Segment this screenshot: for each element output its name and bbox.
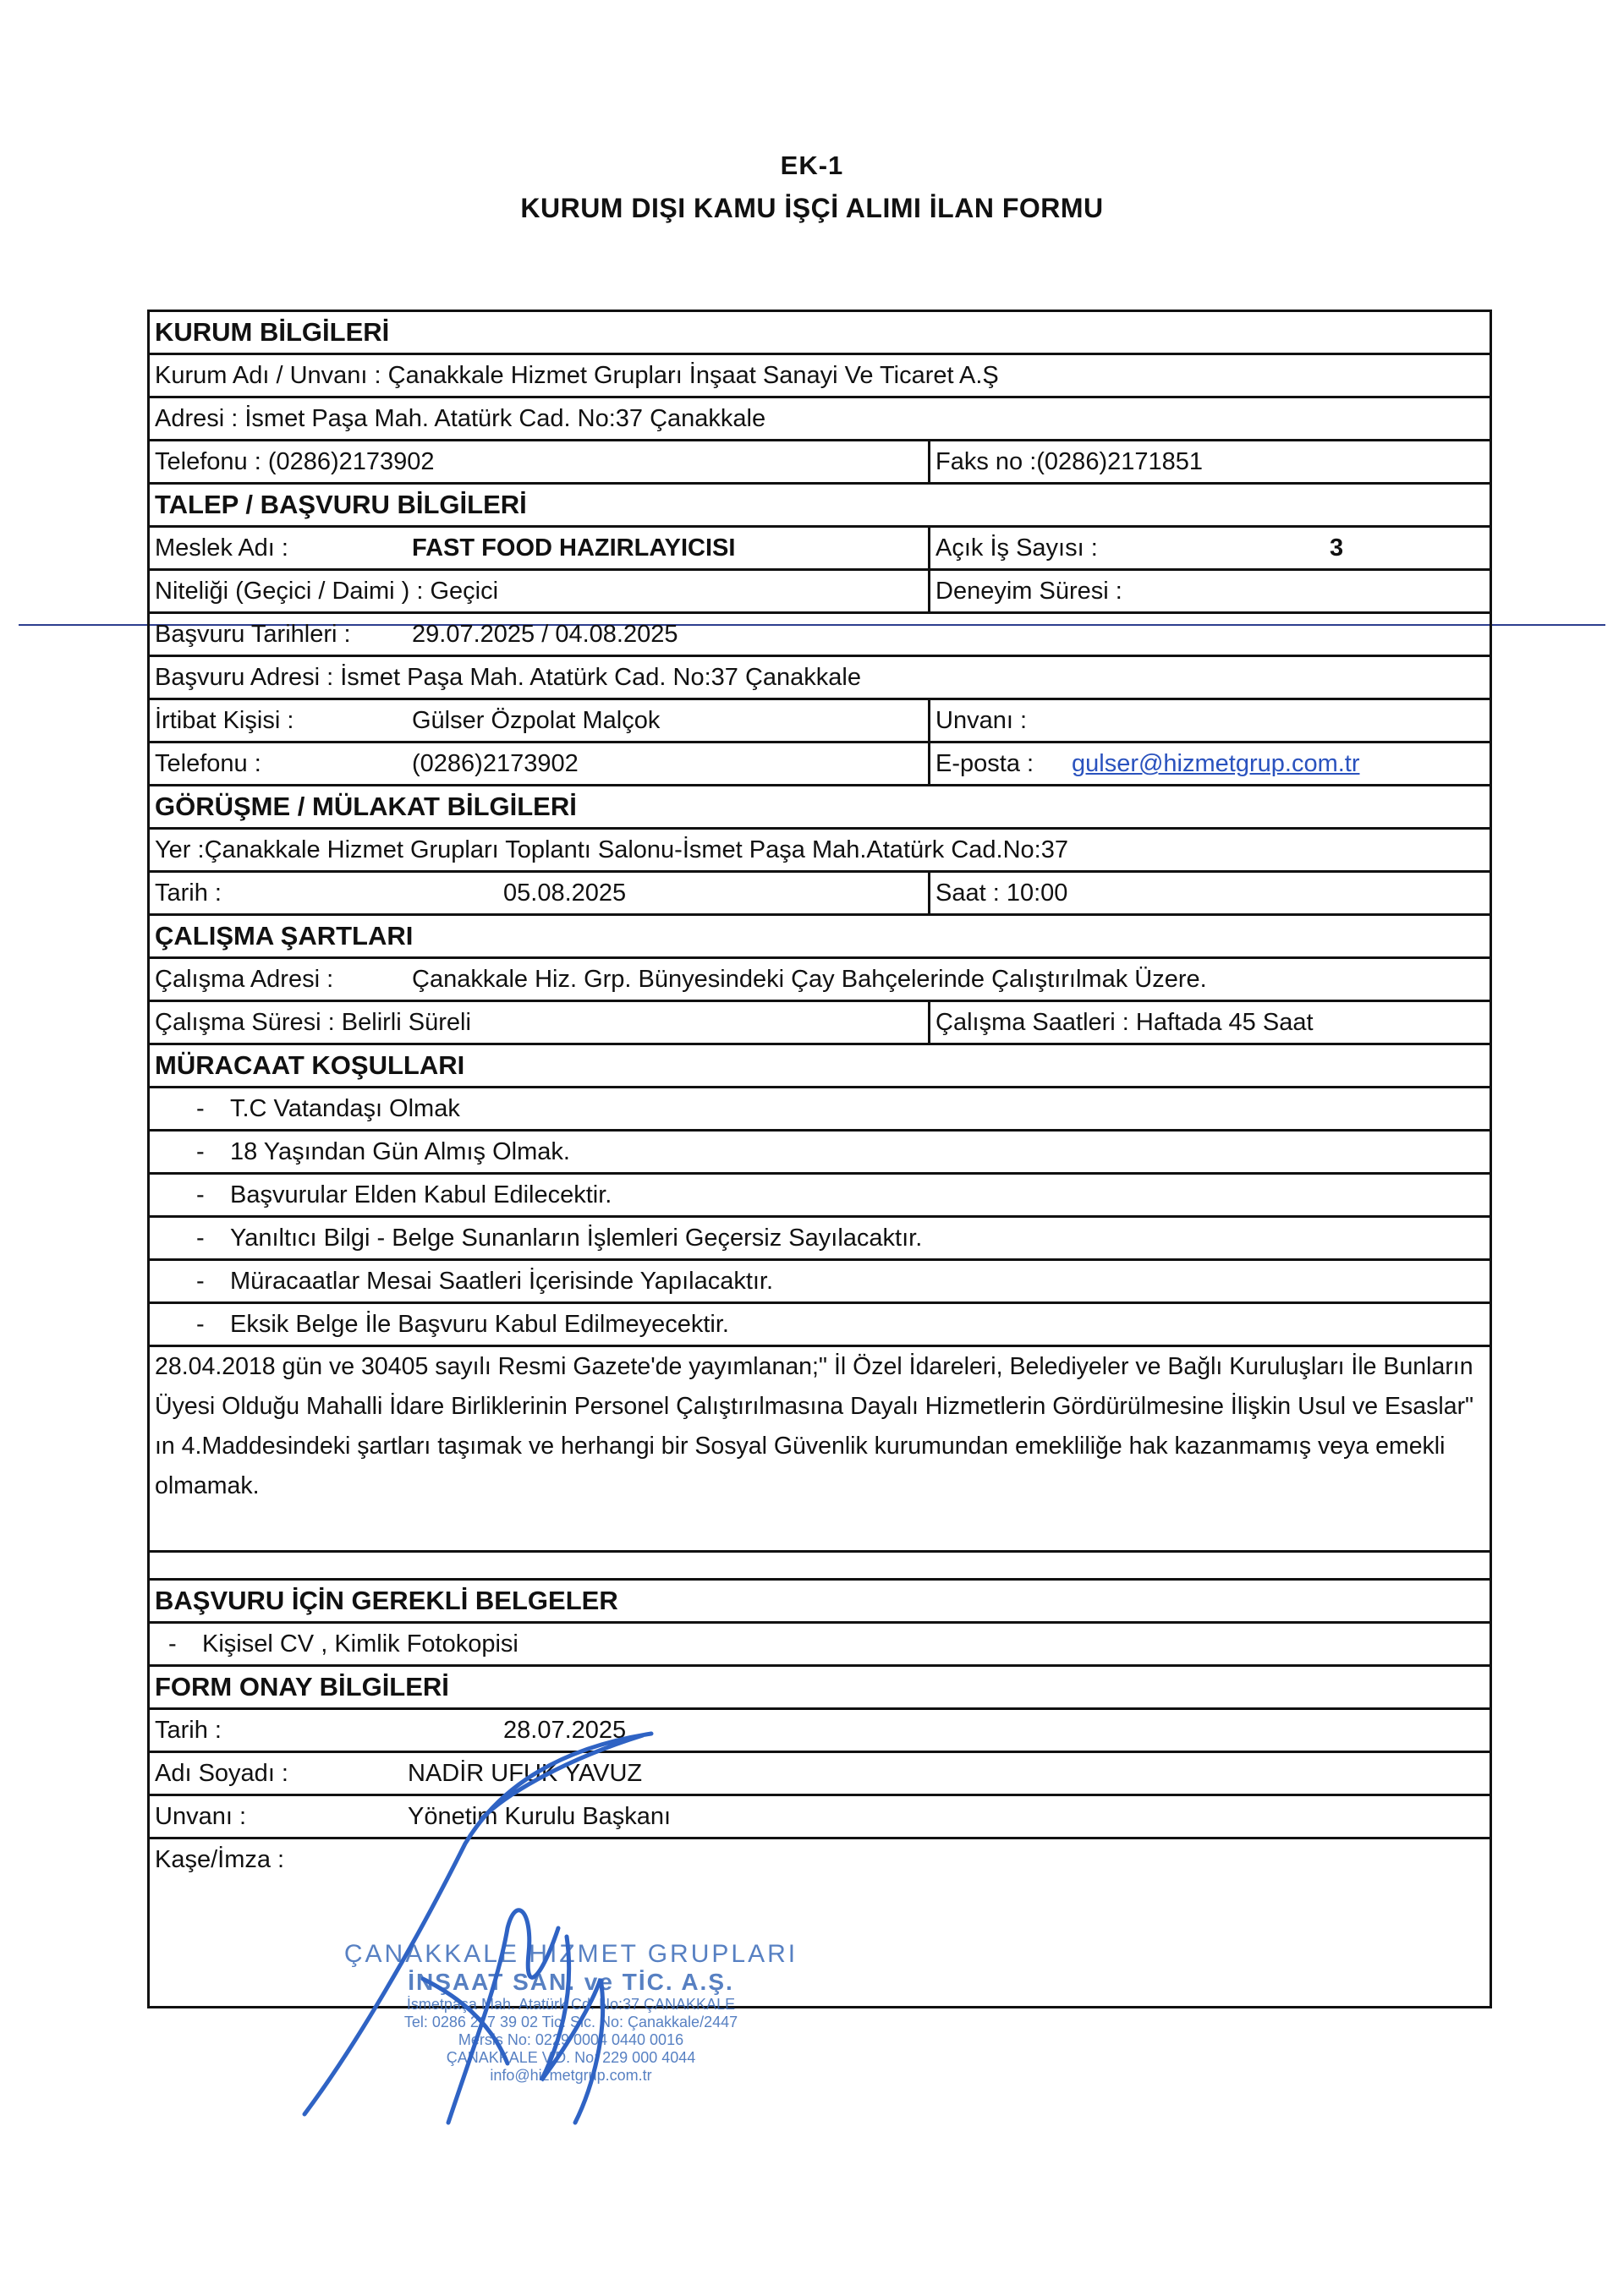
- email-link[interactable]: gulser@hizmetgrup.com.tr: [1072, 750, 1360, 777]
- deneyim-suresi: Deneyim Süresi :: [928, 571, 1122, 611]
- acik-is-value: 3: [1330, 534, 1344, 562]
- calisma-sure-row: Çalışma Süresi : Belirli Süreli Çalışma Saatleri : Haftada 45 Saat: [150, 1002, 1490, 1045]
- section-talep-header: TALEP / BAŞVURU BİLGİLERİ: [150, 485, 1490, 528]
- form-title: KURUM DIŞI KAMU İŞÇİ ALIMI İLAN FORMU: [520, 193, 1104, 223]
- belge-item: - Kişisel CV , Kimlik Fotokopisi: [150, 1624, 1490, 1667]
- gorusme-saat: Saat : 10:00: [928, 873, 1067, 913]
- kurum-address-row: Adresi : İsmet Paşa Mah. Atatürk Cad. No:37 Çanakkale: [150, 398, 1490, 441]
- muracaat-item: - Yanıltıcı Bilgi - Belge Sunanların İşlemleri Geçersiz Sayılacaktır.: [150, 1218, 1490, 1261]
- irtibat-unvan: Unvanı :: [928, 700, 1027, 741]
- blank-spacer-row: [150, 1553, 1490, 1581]
- calisma-adres-value: Çanakkale Hiz. Grp. Bünyesindeki Çay Bahçelerinde Çalıştırılmak Üzere.: [412, 966, 1207, 993]
- muracaat-item: - 18 Yaşından Gün Almış Olmak.: [150, 1132, 1490, 1175]
- muracaat-item: - Müracaatlar Mesai Saatleri İçerisinde Yapılacaktır.: [150, 1261, 1490, 1304]
- calisma-saatleri: Çalışma Saatleri : Haftada 45 Saat: [928, 1002, 1314, 1043]
- talep-tel-row: Telefonu : (0286)2173902 E-posta : gulser@hizmetgrup.com.tr: [150, 743, 1490, 786]
- gorusme-yer-row: Yer :Çanakkale Hizmet Grupları Toplantı Salonu-İsmet Paşa Mah.Atatürk Cad.No:37: [150, 830, 1490, 873]
- meslek-row: Meslek Adı : FAST FOOD HAZIRLAYICISI Açık İş Sayısı : 3: [150, 528, 1490, 571]
- meslek-value: FAST FOOD HAZIRLAYICISI: [412, 534, 736, 562]
- muracaat-legal-paragraph: 28.04.2018 gün ve 30405 sayılı Resmi Gazete'de yayımlanan;" İl Özel İdareleri, Belediyeler ve Bağlı Kuruluşları İle Bunların Üyesi Olduğu Mahalli İdare Birliklerinin Personel Çalıştırılmasına Dayalı Hizmetlerin Gördürülmesine İlişkin Usul ve Esaslar" ın 4.Maddesindeki şartları taşımak ve herhangi bir Sosyal Güvenlik kurumundan emekliliğe hak kazanmamış veya emekli olmamak.: [150, 1347, 1490, 1553]
- kurum-phone: Telefonu : (0286)2173902: [155, 448, 435, 475]
- muracaat-item: - Başvurular Elden Kabul Edilecektir.: [150, 1175, 1490, 1218]
- calisma-adres-row: Çalışma Adresi : Çanakkale Hiz. Grp. Bünyesindeki Çay Bahçelerinde Çalıştırılmak Üzere.: [150, 959, 1490, 1002]
- gorusme-tarih-value: 05.08.2025: [503, 879, 627, 907]
- email-label: E-posta :: [928, 743, 1034, 784]
- kurum-phone-row: [150, 441, 1490, 485]
- irtibat-row: İrtibat Kişisi : Gülser Özpolat Malçok Unvanı :: [150, 700, 1490, 743]
- section-calisma-header: ÇALIŞMA ŞARTLARI: [150, 916, 1490, 959]
- talep-tel-value: (0286)2173902: [412, 750, 579, 777]
- basvuru-tarih-value: 29.07.2025 / 04.08.2025: [412, 621, 678, 648]
- onay-unvan-value: Yönetim Kurulu Başkanı: [408, 1803, 672, 1830]
- annex-label: EK-1: [780, 151, 844, 180]
- section-gorusme-header: GÖRÜŞME / MÜLAKAT BİLGİLERİ: [150, 786, 1490, 830]
- onay-tarih-value: 28.07.2025: [503, 1717, 627, 1744]
- onay-ad-value: NADİR UFUK YAVUZ: [408, 1760, 643, 1787]
- irtibat-value: Gülser Özpolat Malçok: [412, 707, 661, 734]
- section-onay-header: FORM ONAY BİLGİLERİ: [150, 1667, 1490, 1710]
- kase-imza-row: Kaşe/İmza :: [150, 1839, 1490, 2008]
- onay-unvan-row: Unvanı : Yönetim Kurulu Başkanı: [150, 1796, 1490, 1839]
- section-kurum-header: KURUM BİLGİLERİ: [150, 312, 1490, 355]
- onay-ad-row: Adı Soyadı : NADİR UFUK YAVUZ: [150, 1753, 1490, 1796]
- acik-is-sayisi: Açık İş Sayısı :: [928, 528, 1098, 568]
- nitelik-row: Niteliği (Geçici / Daimi ) : Geçici Deneyim Süresi :: [150, 571, 1490, 614]
- muracaat-item: - Eksik Belge İle Başvuru Kabul Edilmeyecektir.: [150, 1304, 1490, 1347]
- gorusme-tarih-row: Tarih : 05.08.2025 Saat : 10:00: [150, 873, 1490, 916]
- kurum-fax: Faks no :(0286)2171851: [928, 441, 1203, 482]
- company-stamp: ÇANAKKALE HİZMET GRUPLARI İNŞAAT SAN. ve TİC. A.Ş. İsmetpaşa Mah. Atatürk Cd. No:37 ÇANAKKALE Tel: 0286 217 39 02 Tic. Sic. No: Çanakkale/2447 Mersis No: 0229 0004 0440 0016 ÇANAKKALE V.D. No: 229 000 4044 info@hizmetgrup.com.tr: [343, 1940, 798, 2084]
- section-belgeler-header: BAŞVURU İÇİN GEREKLİ BELGELER: [150, 1581, 1490, 1624]
- kurum-name-row: Kurum Adı / Unvanı : Çanakkale Hizmet Grupları İnşaat Sanayi Ve Ticaret A.Ş: [150, 355, 1490, 398]
- signature-scribble: [288, 1725, 694, 2165]
- muracaat-item: - T.C Vatandaşı Olmak: [150, 1088, 1490, 1132]
- section-muracaat-header: MÜRACAAT KOŞULLARI: [150, 1045, 1490, 1088]
- onay-tarih-row: Tarih : 28.07.2025: [150, 1710, 1490, 1753]
- basvuru-adres-row: Başvuru Adresi : İsmet Paşa Mah. Atatürk Cad. No:37 Çanakkale: [150, 657, 1490, 700]
- basvuru-tarih-row: Başvuru Tarihleri : 29.07.2025 / 04.08.2025: [150, 614, 1490, 657]
